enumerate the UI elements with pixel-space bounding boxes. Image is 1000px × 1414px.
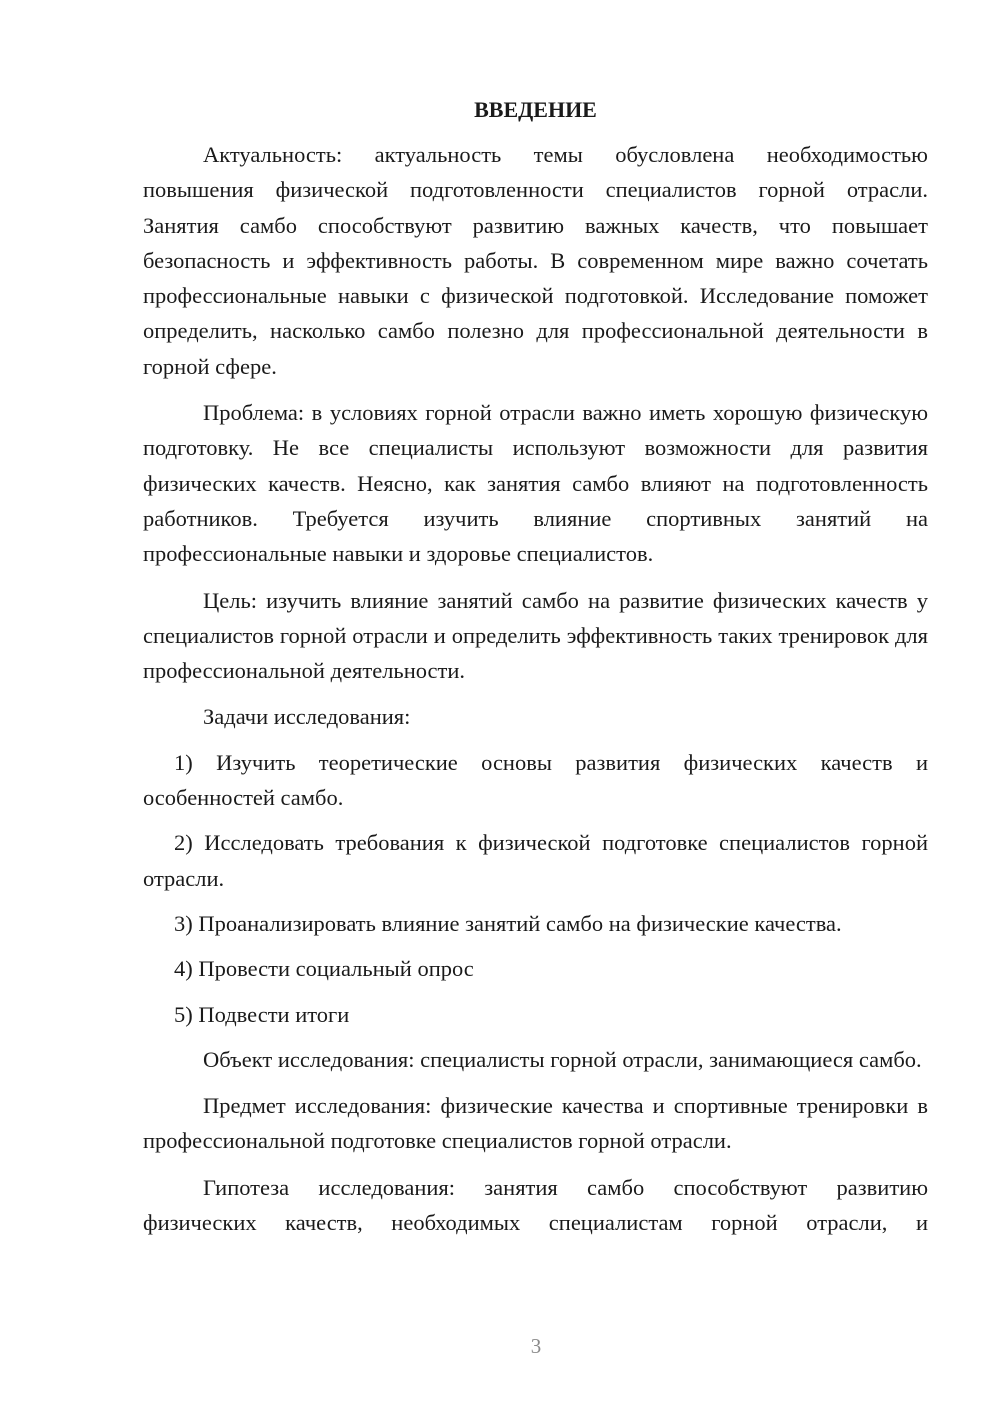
task-item-5: 5) Подвести итоги — [174, 1001, 350, 1027]
section-title: ВВЕДЕНИЕ — [474, 97, 597, 122]
paragraph-object: Объект исследования: специалисты горной отрасли, занимающиеся самбо. — [203, 1046, 922, 1072]
paragraph-goal: Цель: изучить влияние занятий самбо на развитие физических качеств у специалистов горной отрасли и определить эффективность таких тренировок для профессиональной деятельности. — [143, 587, 928, 684]
task-item-4: 4) Провести социальный опрос — [174, 956, 474, 982]
paragraph-relevance: Актуальность: актуальность темы обусловлена необходимостью повышения физической подготовленности специалистов горной отрасли. Занятия самбо способствуют развитию важных качеств, что повышает безопасность и эффективность работы. В современном мире важно сочетать профессиональные навыки с физической подготовкой. Исследование поможет определить, насколько самбо полезно для профессиональной деятельности в горной сфере. — [143, 142, 928, 379]
task-item-2: 2) Исследовать требования к физической подготовке специалистов горной отрасли. — [143, 830, 928, 891]
document-page — [143, 92, 928, 1240]
task-item-3: 3) Проанализировать влияние занятий самбо на физические качества. — [174, 910, 842, 936]
paragraph-problem: Проблема: в условиях горной отрасли важно иметь хорошую физическую подготовку. Не все специалисты используют возможности для развития физических качеств. Неясно, как занятия самбо влияют на подготовленность работников. Требуется изучить влияние спортивных занятий на профессиональные навыки и здоровье специалистов. — [143, 400, 928, 567]
paragraph-tasks-heading: Задачи исследования: — [203, 704, 411, 730]
page-number: 3 — [530, 1334, 542, 1358]
task-item-1: 1) Изучить теоретические основы развития физических качеств и особенностей самбо. — [143, 749, 928, 811]
paragraph-hypothesis: Гипотеза исследования: занятия самбо способствуют развитию физических качеств, необходимых специалистам горной отрасли, и — [143, 1174, 928, 1236]
paragraph-subject: Предмет исследования: физические качества и спортивные тренировки в профессиональной подготовке специалистов горной отрасли. — [143, 1093, 928, 1154]
